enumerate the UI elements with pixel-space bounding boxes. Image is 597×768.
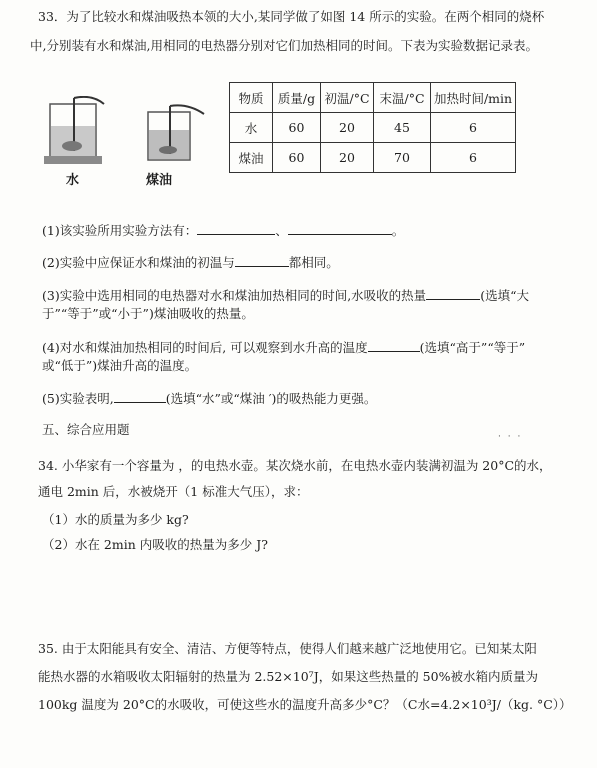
q33-sub5-choice: (选填“水”或“煤油 ′)的吸热能力更强。: [165, 391, 377, 406]
q34-line-2: 通电 2min 后，水被烧开（1 标准大气压），求：: [38, 484, 309, 499]
q33-sub1-separator: 、: [275, 223, 288, 238]
q33-sub4-continued: 或“低于”)煤油升高的温度。: [42, 358, 198, 373]
q33-sub2: [42, 254, 339, 271]
table-cell: 6: [431, 143, 516, 173]
table-row: [230, 113, 516, 143]
q35-line-1: 35. 由于太阳能具有安全、清洁、方便等特点，使得人们越来越广泛地使用它。已知某太阳: [38, 641, 537, 656]
table-header: 物质: [230, 83, 273, 113]
answer-blank[interactable]: [368, 339, 420, 352]
q33-sub3-choice: (选填“大: [480, 288, 529, 303]
q33-sub5-text: (5)实验表明,: [42, 391, 114, 406]
answer-blank[interactable]: [197, 222, 275, 235]
table-cell: 水: [230, 113, 273, 143]
kerosene-beaker-icon: [148, 105, 204, 160]
q35-line-3: 100kg 温度为 20°C的水吸收，可使这些水的温度升高多少°C？（C水=4.2×10³J/（kg. °C））: [38, 697, 572, 712]
q33-sub1-end: 。: [391, 223, 405, 238]
answer-blank[interactable]: [288, 222, 392, 235]
q33-sub2-end: 都相同。: [288, 255, 339, 270]
q34-sub2: （2）水在 2min 内吸收的热量为多少 J?: [42, 537, 268, 552]
table-cell: 60: [273, 143, 321, 173]
table-cell: 60: [273, 113, 321, 143]
table-header: 初温/°C: [321, 83, 374, 113]
beaker-heater-figure: [44, 96, 214, 166]
table-cell: 20: [321, 113, 374, 143]
table-cell: 6: [431, 113, 516, 143]
q33-sub2-text: (2)实验中应保证水和煤油的初温与: [42, 255, 235, 270]
table-cell: 70: [374, 143, 431, 173]
q33-sub3-text: (3)实验中选用相同的电热器对水和煤油加热相同的时间,水吸收的热量: [42, 288, 427, 303]
table-cell: 45: [374, 113, 431, 143]
table-row: [230, 143, 516, 173]
water-beaker-icon: [44, 97, 104, 164]
q33-sub5: [42, 390, 376, 407]
table-header: 末温/°C: [374, 83, 431, 113]
q33-sub4-choice: (选填“高于”“等于”: [419, 340, 526, 355]
experiment-data-table: [229, 82, 516, 173]
q33-sub4: [42, 339, 525, 356]
q35-line-2: 能热水器的水箱吸收太阳辐射的热量为 2.52×10⁷J，如果这些热量的 50%被水箱内质量为: [38, 669, 538, 684]
answer-blank[interactable]: [426, 287, 480, 300]
table-header-row: [230, 83, 516, 113]
q33-sub1: [42, 222, 404, 239]
q33-sub3: [42, 287, 529, 304]
q33-intro-line-1: 33．为了比较水和煤油吸热本领的大小,某同学做了如图 14 所示的实验。在两个相同的烧杯: [38, 9, 545, 24]
figure-label-water: 水: [66, 173, 80, 188]
q33-sub3-continued: 于”“等于”或“小于”)煤油吸收的热量。: [42, 306, 254, 321]
table-cell: 20: [321, 143, 374, 173]
answer-blank[interactable]: [235, 254, 289, 267]
table-header: 质量/g: [273, 83, 321, 113]
figure-label-kerosene: 煤油: [146, 173, 173, 188]
q33-sub1-text: (1)该实验所用实验方法有：: [42, 223, 198, 238]
section-title: 五、综合应用题: [42, 422, 130, 437]
q34-sub1: （1）水的质量为多少 kg?: [42, 512, 189, 527]
table-cell: 煤油: [230, 143, 273, 173]
answer-blank[interactable]: [114, 390, 166, 403]
q33-sub4-text: (4)对水和煤油加热相同的时间后, 可以观察到水升高的温度: [42, 340, 368, 355]
scan-mark-icon: · · ·: [498, 432, 523, 442]
table-header: 加热时间/min: [431, 83, 516, 113]
q33-intro-line-2: 中,分别装有水和煤油,用相同的电热器分别对它们加热相同的时间。下表为实验数据记录表。: [30, 38, 538, 53]
q34-line-1: 34. 小华家有一个容量为 ，的电热水壶。某次烧水前，在电热水壶内装满初温为 20°C的水，: [38, 458, 552, 473]
